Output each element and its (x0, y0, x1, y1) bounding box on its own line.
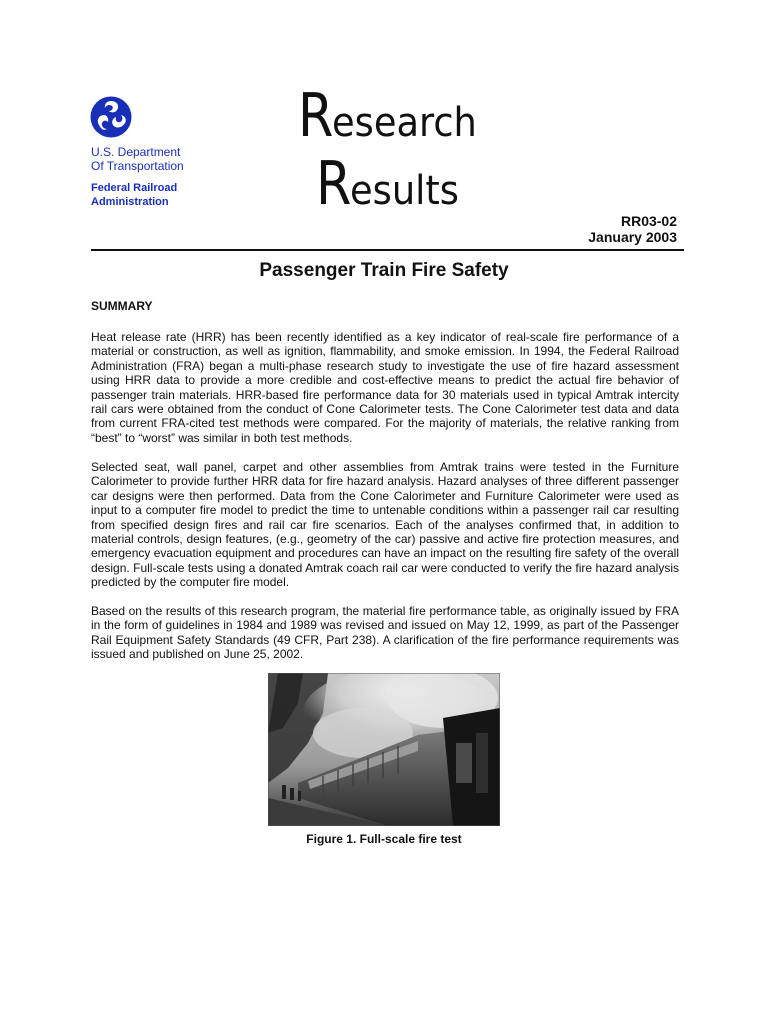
header-divider (91, 249, 684, 251)
dot-triskelion-logo-icon (90, 96, 132, 138)
fire-test-photo (268, 673, 500, 826)
report-date: January 2003 (588, 229, 677, 245)
figure-caption: Figure 1. Full-scale fire test (306, 832, 462, 846)
masthead-line-research (298, 81, 489, 151)
agency-name-line-2: Of Transportation (91, 159, 184, 173)
masthead-word-esults: esults (349, 168, 459, 214)
sub-agency-block (91, 181, 271, 210)
sub-agency-line-1: Federal Railroad (91, 182, 178, 194)
summary-paragraph-1: Heat release rate (HRR) has been recently identified as a key indicator of real-scale fire performance of a material or construction, as well as ignition, flammability, and smoke emission. In 1994, the Federal Railroad Administration (FRA) began a multi-phase research study to investigate the use of fire hazard assessment using HRR data to provide a more credible and cost-effective means to predict the actual fire behavior of passenger train materials. HRR-based fire performance data for 30 materials used in typical Amtrak intercity rail cars were obtained from the conduct of Cone Calorimeter tests. The Cone Calorimeter test data and data from current FRA-cited test methods were compared. For the majority of materials, the relative ranking from “best” to “worst” was similar in both test methods. (91, 330, 679, 445)
agency-block (91, 145, 271, 210)
masthead-initial-r-2: R (316, 149, 352, 219)
masthead-word-esearch: esearch (331, 100, 477, 146)
summary-paragraph-3: Based on the results of this research program, the material fire performance table, as originally issued by FRA in the form of guidelines in 1984 and 1989 was revised and issued on May 12, 1999, as part of the Passenger Rail Equipment Safety Standards (49 CFR, Part 238). A clarification of the fire performance requirements was issued and published on June 25, 2002. (91, 604, 679, 662)
research-results-masthead (298, 81, 518, 219)
sub-agency-line-2: Administration (91, 196, 169, 208)
report-identifier (588, 213, 677, 245)
report-number: RR03-02 (620, 213, 677, 229)
section-heading: SUMMARY (91, 299, 153, 313)
document-title: Passenger Train Fire Safety (259, 260, 509, 281)
masthead-initial-r: R (298, 81, 334, 151)
agency-name-line-1: U.S. Department (91, 145, 181, 159)
summary-paragraph-2: Selected seat, wall panel, carpet and other assemblies from Amtrak trains were tested in the Furniture Calorimeter to provide further HRR data for fire hazard analysis. Hazard analyses of three different passenger car designs were then performed. Data from the Cone Calorimeter and Furniture Calorimeter were used as input to a computer fire model to predict the time to untenable conditions within a passenger rail car resulting from specified design fires and rail car fire scenarios. Each of the analyses confirmed that, in addition to material controls, design features, (e.g., geometry of the car) passive and active fire protection measures, and emergency evacuation equipment and procedures can have an impact on the resulting fire safety of the overall design. Full-scale tests using a donated Amtrak coach rail car were conducted to verify the fire hazard analysis predicted by the computer fire model. (91, 460, 679, 590)
masthead-line-results (316, 149, 468, 219)
